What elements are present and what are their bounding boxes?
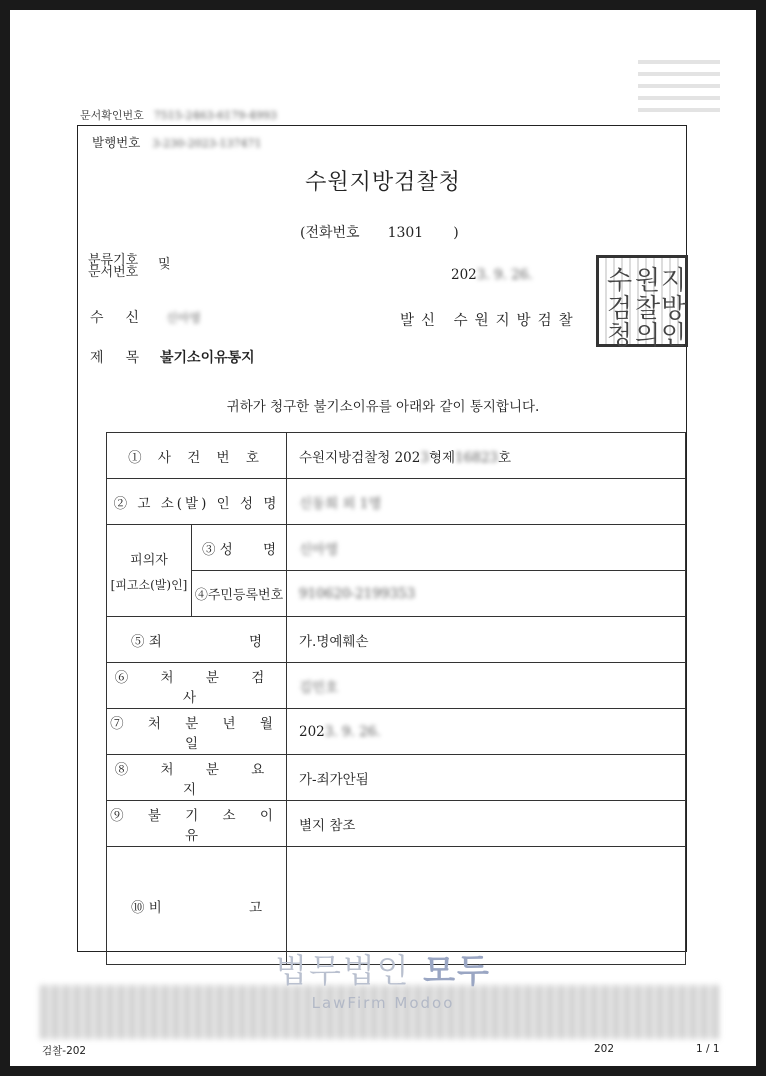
footer-left: 검찰-202 [42,1045,87,1057]
suspect-name-a: ③ 성 [202,541,233,558]
subject-value: 불기소이유통지 [160,350,255,366]
phone-open: (전화번호 [300,225,360,241]
case-number-value [287,433,686,479]
complainant-blur: 신동희 외 1명 [299,495,382,512]
prosecutor-blur: 김민호 [299,679,339,696]
issue-number-label: 발행번호 [92,135,141,150]
issue-date-blurred: 3. 9. 26. [476,267,533,283]
seal-char: 찰 [635,294,661,324]
remarks-label-a: ⑩ 비 [131,899,162,916]
seal-char: 청 [607,321,633,351]
seal-char: 수 [607,266,633,296]
table-row [107,709,686,755]
watermark-text-b: 모두 [423,951,491,990]
table-row [107,617,686,663]
table-row [107,433,686,479]
table-row [107,755,686,801]
watermark-subtitle: LawFirm Modoo [311,994,455,1012]
crime-label-b: 명 [248,633,262,650]
classification-line2: 문서번호 [88,265,139,280]
issue-number-value: 3-230-2023-137471 [152,137,262,150]
classification-line1: 분류기호 [88,253,139,268]
suspect-id-blur: 910620-2199353 [299,585,416,602]
top-right-stamp-mark [638,54,720,112]
subject-label: 제목 [90,350,162,366]
seal-char: 검 [607,294,633,324]
complainant-value [287,479,686,525]
sender-line: 발신 수원지방검찰 [400,313,580,329]
case-number-a: 수원지방검찰청 202 [299,449,421,466]
recipient-label: 수신 [90,310,162,326]
disposition-date-value [287,709,686,755]
document-check-number [80,107,277,123]
agency-title: 수원지방검찰청 [305,170,461,195]
suspect-name-label [192,525,287,571]
seal-char: 방 [661,294,687,324]
document-check-label: 문서확인번호 [80,109,144,122]
case-number-b: 형제 [428,449,456,466]
suspect-group-sub: [피고소(발)인] [110,577,188,592]
notice-table [106,432,686,965]
table-row [107,663,686,709]
document-page [10,10,756,1066]
seal-char: 지 [661,266,687,296]
classification-label [88,255,178,279]
seal-char: 의 [635,321,661,351]
table-row [107,571,686,617]
non-prosecution-reason-value: 별지 참조 [287,801,686,847]
phone-number: 1301 [387,225,424,241]
case-number-label: ① 사 건 번 호 [107,433,287,479]
table-row [107,525,686,571]
suspect-group-label: 피의자 [130,552,168,568]
watermark-text-a: 법무법인 [275,951,411,990]
phone-close: ) [453,225,459,241]
table-row [107,801,686,847]
suspect-id-value [287,571,686,617]
disposition-date-visible: 202 [299,723,325,740]
page-indicator: 1 / 1 [696,1043,720,1055]
non-prosecution-reason-label: ⑨ 불 기 소 이 유 [107,801,287,847]
issue-date [451,267,533,283]
case-number-c: 호 [498,449,512,466]
disposition-date-label: ⑦ 처 분 년 월 일 [107,709,287,755]
crime-value: 가.명예훼손 [287,617,686,663]
seal-char: 인 [661,321,687,351]
watermark-logo [10,945,756,992]
suspect-id-label: ④주민등록번호 [192,571,287,617]
suspect-group [107,525,192,617]
prosecutor-value [287,663,686,709]
footer-center: 202 [594,1043,615,1055]
crime-label-a: ⑤ 죄 [131,633,162,650]
recipient-value: 신아영 [166,311,201,325]
case-number-blur2: 16823 [455,449,498,466]
classification-and: 및 [158,257,171,272]
crime-label [107,617,287,663]
suspect-name-blur: 신아영 [299,541,339,558]
disposition-summary-label: ⑧ 처 분 요 지 [107,755,287,801]
complainant-label: ② 고 소(발) 인 성 명 [107,479,287,525]
phone-line [300,222,459,242]
case-number-blur1: 3 [420,449,429,466]
intro-sentence: 귀하가 청구한 불기소이유를 아래와 같이 통지합니다. [226,399,540,415]
issue-date-visible: 202 [451,267,477,283]
official-seal [596,255,688,351]
suspect-name-b: 명 [262,541,276,558]
document-check-value: 7515-2463-6179-4993 [153,109,277,122]
seal-char: 원 [635,266,661,296]
prosecutor-label: ⑥ 처 분 검 사 [107,663,287,709]
disposition-date-blur: 3. 9. 26. [324,723,381,740]
remarks-label-b: 고 [248,899,262,916]
suspect-name-value [287,525,686,571]
disposition-summary-value: 가-죄가안됨 [287,755,686,801]
table-row [107,479,686,525]
issue-number [92,133,261,151]
